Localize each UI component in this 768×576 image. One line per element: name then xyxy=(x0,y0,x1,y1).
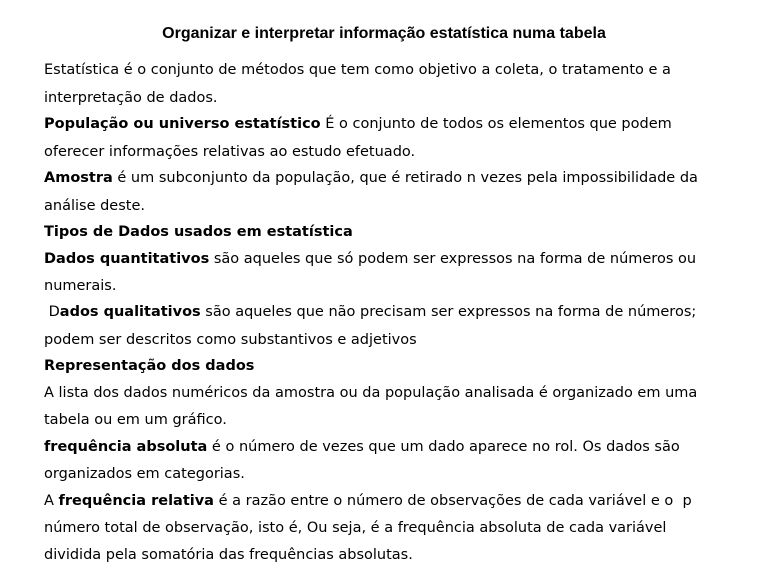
populacao-line-2: oferecer informações relativas ao estudo efetuado. xyxy=(44,144,416,160)
populacao-definition: É o conjunto de todos os elementos que podem xyxy=(320,116,672,132)
representacao-line-1: A lista dos dados numéricos da amostra ou da população analisada é organizado em uma xyxy=(44,385,698,401)
estatistica-line-2: interpretação de dados. xyxy=(44,90,218,106)
freq-relativa-definition: é a razão entre o número de observações de cada variável e o p xyxy=(213,493,692,509)
freq-relativa-line-3: dividida pela somatória das frequências absolutas. xyxy=(44,547,413,563)
qualitativos-line-2: podem ser descritos como substantivos e adjetivos xyxy=(44,332,417,348)
qualitativos-definition: são aqueles que não precisam ser expressos na forma de números; xyxy=(200,304,697,320)
quantitativos-definition: são aqueles que só podem ser expressos na forma de números ou xyxy=(209,251,697,267)
freq-absoluta-definition: é o número de vezes que um dado aparece no rol. Os dados são xyxy=(207,439,680,455)
tipos-de-dados-heading: Tipos de Dados usados em estatística xyxy=(44,224,353,240)
freq-absoluta-line-1 xyxy=(44,437,734,457)
freq-relativa-line-1 xyxy=(44,491,734,511)
quantitativos-line-2: numerais. xyxy=(44,278,117,294)
amostra-line-1 xyxy=(44,168,734,188)
quantitativos-term: Dados quantitativos xyxy=(44,251,210,267)
freq-relativa-term: frequência relativa xyxy=(58,493,214,509)
freq-relativa-lead: A xyxy=(44,493,59,509)
quantitativos-line-1 xyxy=(44,249,734,269)
freq-absoluta-line-2: organizados em categorias. xyxy=(44,466,245,482)
amostra-line-2: análise deste. xyxy=(44,198,145,214)
representacao-line-2: tabela ou em um gráfico. xyxy=(44,412,227,428)
estatistica-line-1: Estatística é o conjunto de métodos que tem como objetivo a coleta, o tratamento e a xyxy=(44,62,671,78)
page-title: Organizar e interpretar informação estatística numa tabela xyxy=(162,25,606,42)
populacao-line-1 xyxy=(44,114,734,134)
amostra-definition: é um subconjunto da população, que é retirado n vezes pela impossibilidade da xyxy=(112,170,698,186)
qualitativos-term: ados qualitativos xyxy=(59,304,201,320)
freq-relativa-line-2: número total de observação, isto é, Ou seja, é a frequência absoluta de cada variável xyxy=(44,520,667,536)
qualitativos-line-1 xyxy=(44,302,734,322)
representacao-heading: Representação dos dados xyxy=(44,358,255,374)
freq-absoluta-term: frequência absoluta xyxy=(44,439,208,455)
amostra-term: Amostra xyxy=(44,170,113,186)
populacao-term: População ou universo estatístico xyxy=(44,116,321,132)
qualitativos-lead: D xyxy=(44,304,60,320)
